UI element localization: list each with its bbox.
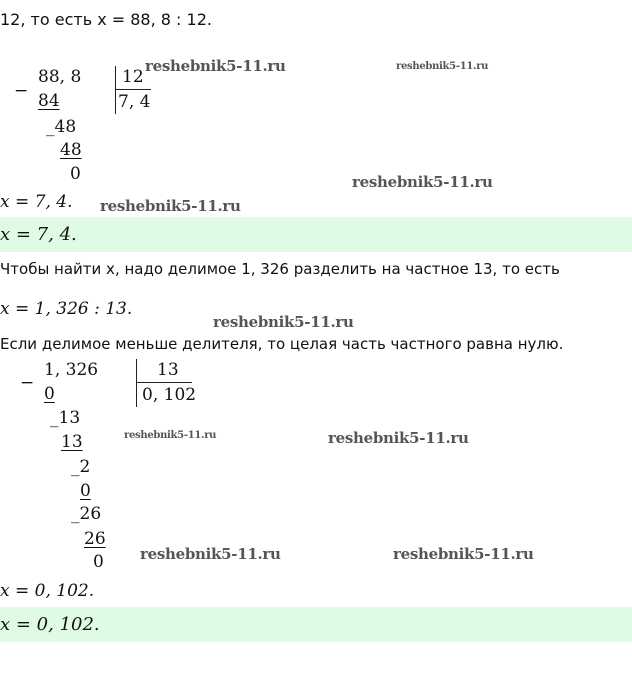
watermark-5: reshebnik5-11.ru (213, 313, 354, 331)
div2-subtrahend-4: 26 (84, 529, 106, 549)
div2-remainder-2: _2 (71, 457, 91, 477)
div1-horizontal-bar (115, 89, 151, 90)
div1-vertical-bar (115, 66, 116, 114)
div1-remainder-1: _48 (46, 117, 77, 137)
rule-text: Если делимое меньше делителя, то целая часть частного равна нулю. (0, 335, 564, 353)
div2-minus-sign: − (20, 373, 35, 393)
div2-divisor: 13 (157, 360, 179, 380)
div2-dividend: 1, 326 (44, 360, 99, 380)
watermark-7: reshebnik5-11.ru (328, 429, 469, 447)
watermark-1: reshebnik5-11.ru (145, 57, 286, 75)
watermark-6: reshebnik5-11.ru (124, 430, 217, 441)
intro-line: 12, то есть x = 88, 8 : 12. (0, 10, 212, 29)
watermark-2: reshebnik5-11.ru (396, 61, 489, 72)
div2-subtrahend-2: 13 (61, 432, 83, 452)
equation2: x = 1, 326 : 13. (0, 299, 133, 319)
div1-divisor: 12 (122, 67, 144, 87)
watermark-9: reshebnik5-11.ru (393, 545, 534, 563)
answer1-band (0, 217, 632, 252)
div1-subtrahend-2: 48 (60, 140, 82, 160)
div1-dividend: 88, 8 (38, 67, 82, 87)
div1-quotient: 7, 4 (118, 92, 151, 112)
div2-final-remainder: 0 (93, 552, 104, 572)
find-x-text: Чтобы найти x, надо делимое 1, 326 разделить на частное 13, то есть (0, 260, 560, 278)
div2-vertical-bar (136, 359, 137, 407)
div1-final-remainder: 0 (70, 164, 81, 184)
div2-remainder-1: _13 (50, 408, 81, 428)
div2-remainder-3: _26 (71, 504, 102, 524)
result2-line: x = 0, 102. (0, 581, 95, 601)
div2-horizontal-bar (136, 382, 192, 383)
div1-minus-sign: − (14, 81, 29, 101)
watermark-3: reshebnik5-11.ru (352, 173, 493, 191)
div2-subtrahend-3: 0 (80, 481, 91, 501)
div2-subtrahend-1: 0 (44, 384, 55, 404)
div1-subtrahend-1: 84 (38, 91, 60, 111)
result1-line: x = 7, 4. (0, 192, 73, 212)
watermark-4: reshebnik5-11.ru (100, 197, 241, 215)
answer1-text: x = 7, 4. (0, 224, 77, 245)
watermark-8: reshebnik5-11.ru (140, 545, 281, 563)
div2-quotient: 0, 102 (142, 385, 197, 405)
answer2-text: x = 0, 102. (0, 614, 100, 635)
